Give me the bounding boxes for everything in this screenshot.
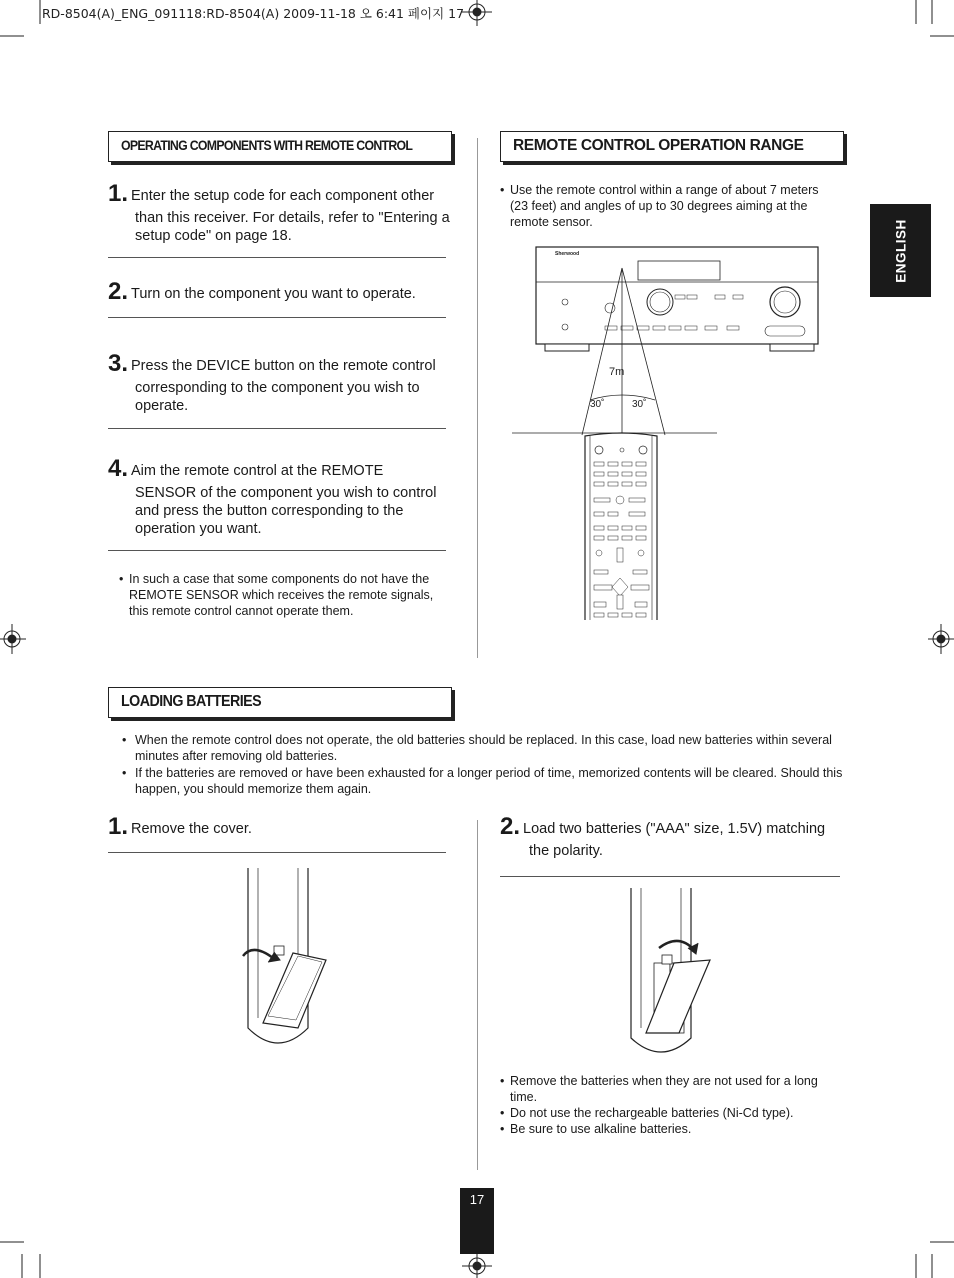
registration-mark-bottom [462, 1252, 492, 1278]
angle-right-label: 30˚ [632, 399, 647, 410]
receiver-brand: Sherwood [555, 251, 580, 257]
divider [108, 550, 446, 551]
battery-step-1: 1. Remove the cover. [108, 813, 252, 840]
section-title-operating: OPERATING COMPONENTS WITH REMOTE CONTROL [108, 131, 452, 162]
registration-mark-top [462, 0, 492, 26]
english-side-tab [870, 204, 931, 297]
angle-left-label: 30˚ [590, 399, 605, 410]
print-header: RD-8504(A)_ENG_091118:RD-8504(A) 2009-11-18 오 6:41 페이지 17 [42, 6, 465, 21]
battery-notes [108, 732, 848, 798]
divider [500, 876, 840, 877]
operating-step-3: 3. Press the DEVICE button on the remote control corresponding to the component you wish to operate. [108, 350, 436, 414]
battery-step-2: 2. Load two batteries ("AAA" size, 1.5V) matching the polarity. [500, 813, 826, 859]
remote-illustration [585, 433, 657, 620]
range-note: • Use the remote control within a range of about 7 meters (23 feet) and angles of up to 30 degrees aiming at the remote sensor. [500, 182, 840, 230]
final-note-3: • Be sure to use alkaline batteries. [500, 1121, 845, 1137]
remove-cover-illustration [238, 868, 348, 1053]
operating-step-4: 4. Aim the remote control at the REMOTE SENSOR of the component you wish to control and press the button corresponding to the operation you want. [108, 455, 437, 537]
battery-note-2: • If the batteries are removed or have been exhausted for a longer period of time, memorized contents will be cleared. Should this happen, you should memorize them again. [108, 765, 848, 797]
side-tab-label: ENGLISH [893, 218, 908, 283]
final-note-1: • Remove the batteries when they are not used for a long time. [500, 1073, 845, 1105]
page-number: 17 [469, 1192, 485, 1207]
column-divider-top [477, 138, 478, 658]
operating-note: • In such a case that some components do not have the REMOTE SENSOR which receives the remote signals, this remote control cannot operate them. [119, 571, 454, 619]
operating-step-2: 2. Turn on the component you want to operate. [108, 278, 416, 305]
section-title-batteries: LOADING BATTERIES [108, 687, 452, 718]
registration-mark-left [0, 624, 26, 654]
distance-label: 7m [609, 366, 625, 378]
divider [108, 428, 446, 429]
registration-mark-right [928, 624, 954, 654]
operating-step-1: 1. Enter the setup code for each component other than this receiver. For details, refer to "Entering a setup code" on page 18. [108, 180, 450, 244]
range-diagram [505, 240, 735, 630]
section-title-range: REMOTE CONTROL OPERATION RANGE [500, 131, 844, 162]
battery-final-notes [500, 1073, 845, 1137]
receiver-illustration [536, 247, 818, 351]
column-divider-bottom [477, 820, 478, 1170]
battery-note-1: • When the remote control does not operate, the old batteries should be replaced. In this case, load new batteries within several minutes after removing old batteries. [108, 732, 848, 764]
divider [108, 852, 446, 853]
divider [108, 317, 446, 318]
load-batteries-illustration [624, 888, 734, 1058]
divider [108, 257, 446, 258]
final-note-2: • Do not use the rechargeable batteries (Ni-Cd type). [500, 1105, 845, 1121]
